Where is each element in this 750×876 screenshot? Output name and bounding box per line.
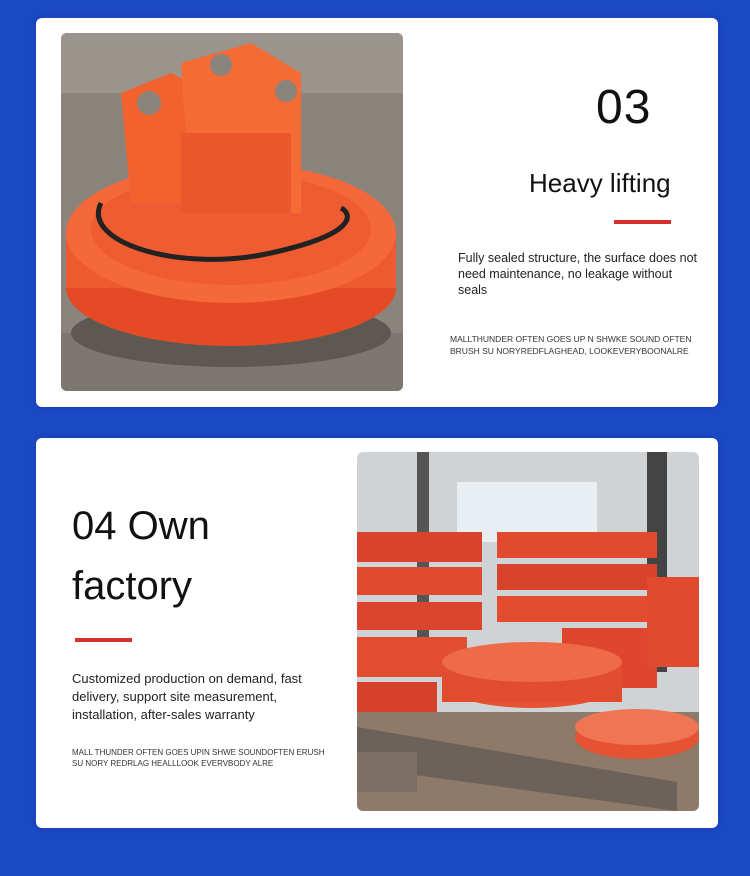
decorative-fine-print: MALLTHUNDER OFTEN GOES UP N SHWKE SOUND OFTEN BRUSH SU NORYREDFLAGHEAD, LOOKEVERYBOONALRE <box>450 334 692 356</box>
decorative-fine-print: MALL THUNDER OFTEN GOES UPIN SHWE SOUNDOFTEN ERUSH SU NORY REDRLAG HEALLLOOK EVERVBODY ALRE <box>72 748 325 768</box>
section-description: Fully sealed structure, the surface does not need maintenance, no leakage without seals <box>458 251 698 297</box>
accent-bar <box>614 220 671 224</box>
feature-card-own-factory <box>36 438 718 828</box>
accent-bar <box>75 638 132 642</box>
section-number: 03 <box>596 81 652 134</box>
section-title-line2: factory <box>72 564 193 608</box>
section-title-line1: 04 Own <box>72 504 210 548</box>
lifting-electromagnet-photo <box>61 33 403 391</box>
section-description: Customized production on demand, fast delivery, support site measurement, installation, after-sales warranty <box>72 671 302 722</box>
section-title: Heavy lifting <box>529 168 671 198</box>
feature-card-heavy-lifting <box>36 18 718 407</box>
factory-stacked-magnets-photo <box>357 452 699 811</box>
